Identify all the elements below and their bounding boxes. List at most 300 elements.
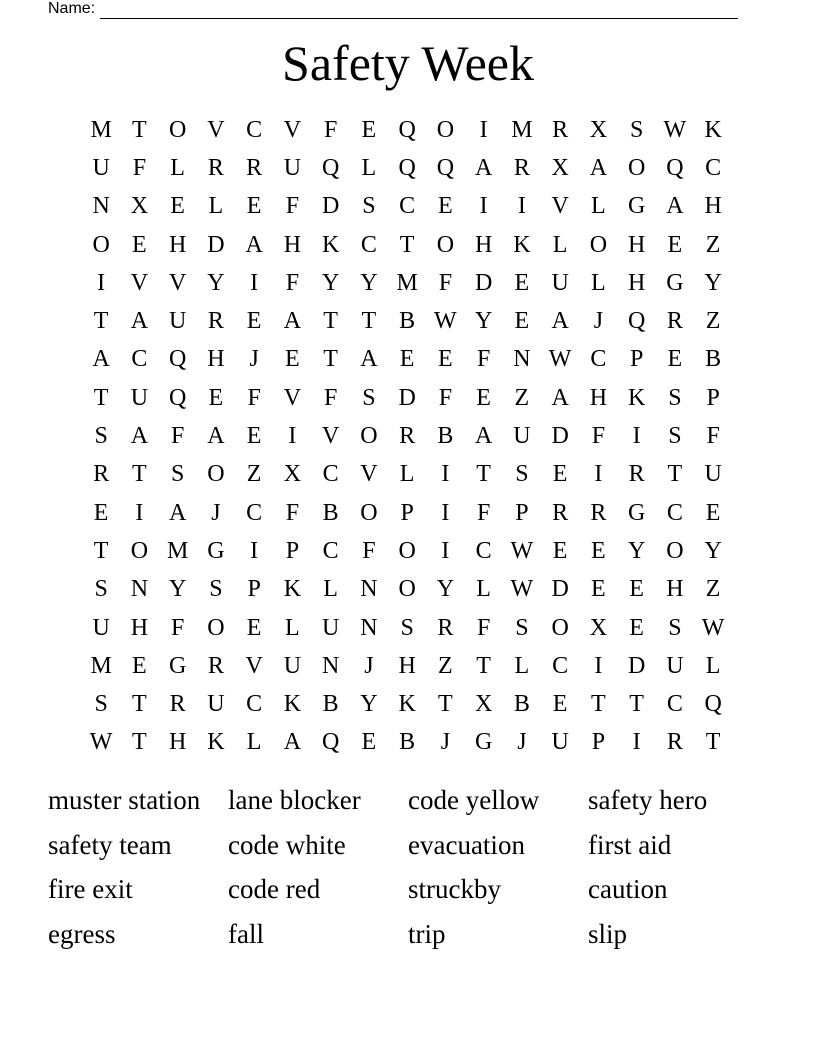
grid-letter: U [704, 461, 722, 488]
grid-letter: G [627, 499, 646, 526]
grid-letter: B [513, 691, 530, 718]
grid-letter: U [321, 614, 340, 641]
grid-letter: R [169, 691, 186, 718]
grid-letter: E [132, 231, 147, 258]
grid-letter: T [93, 384, 109, 411]
word-list-item: evacuation [408, 829, 525, 860]
grid-letter: N [130, 576, 149, 603]
grid-letter: Q [627, 308, 646, 335]
grid-letter: Y [360, 691, 378, 718]
grid-letter: I [441, 499, 450, 526]
grid-letter: S [362, 193, 376, 220]
grid-letter: S [94, 423, 108, 450]
grid-letter: T [705, 729, 721, 756]
grid-letter: Q [398, 116, 416, 143]
grid-letter: K [207, 729, 225, 756]
grid-letter: R [399, 423, 416, 450]
grid-letter: R [207, 308, 224, 335]
grid-letter: Z [438, 652, 453, 679]
grid-letter: H [627, 269, 646, 296]
grid-letter: S [94, 691, 108, 718]
grid-letter: P [629, 346, 644, 373]
grid-letter: L [591, 193, 606, 220]
grid-letter: V [551, 193, 569, 220]
grid-letter: D [551, 576, 569, 603]
grid-letter: F [323, 384, 338, 411]
grid-letter: U [130, 384, 149, 411]
grid-letter: D [551, 423, 569, 450]
grid-letter: W [510, 537, 534, 564]
grid-letter: A [666, 193, 684, 220]
grid-letter: P [285, 537, 300, 564]
grid-letter: H [130, 614, 149, 641]
grid-letter: E [438, 346, 453, 373]
grid-letter: I [97, 269, 106, 296]
grid-letter: C [399, 193, 416, 220]
grid-letter: F [591, 423, 606, 450]
grid-letter: Q [398, 154, 416, 181]
grid-letter: Y [207, 269, 225, 296]
grid-letter: B [399, 308, 416, 335]
grid-letter: V [360, 461, 378, 488]
grid-letter: F [170, 423, 185, 450]
name-label: Name: [48, 0, 96, 17]
grid-letter: E [552, 537, 568, 564]
grid-letter: V [283, 116, 302, 143]
grid-letter: R [437, 614, 454, 641]
word-list [48, 778, 768, 956]
grid-letter: U [283, 652, 302, 679]
grid-letter: O [92, 231, 110, 258]
grid-letter: L [246, 729, 262, 756]
grid-letter: A [245, 231, 263, 258]
grid-letter: T [591, 691, 606, 718]
grid-letter: T [132, 729, 147, 756]
grid-letter: W [89, 729, 113, 756]
grid-letter: X [283, 461, 302, 488]
grid-letter: Q [436, 154, 455, 181]
grid-letter: G [207, 537, 225, 564]
grid-letter: O [666, 537, 684, 564]
grid-letter: K [704, 116, 722, 143]
grid-letter: C [246, 116, 263, 143]
grid-letter: C [475, 537, 492, 564]
grid-letter: I [632, 423, 641, 450]
grid-letter: I [250, 269, 259, 296]
grid-letter: F [323, 116, 338, 143]
grid-letter: K [398, 691, 416, 718]
grid-letter: A [283, 729, 302, 756]
grid-letter: I [632, 729, 641, 756]
grid-letter: V [130, 269, 149, 296]
grid-letter: R [628, 461, 645, 488]
grid-letter: L [514, 652, 530, 679]
grid-letter: I [288, 423, 297, 450]
grid-letter: X [589, 614, 608, 641]
grid-letter: E [552, 691, 568, 718]
grid-letter: W [510, 576, 534, 603]
grid-letter: L [476, 576, 491, 603]
grid-letter: G [474, 729, 493, 756]
grid-letter: K [513, 231, 531, 258]
grid-letter: E [514, 308, 530, 335]
grid-letter: O [551, 614, 569, 641]
grid-letter: E [246, 308, 262, 335]
grid-letter: E [438, 193, 453, 220]
grid-letter: O [360, 423, 378, 450]
name-field [48, 0, 738, 19]
grid-letter: W [434, 308, 457, 335]
grid-letter: J [517, 729, 527, 756]
grid-letter: T [438, 691, 453, 718]
grid-letter: F [476, 614, 491, 641]
grid-letter: G [168, 652, 187, 679]
grid-letter: A [474, 423, 493, 450]
grid-letter: P [591, 729, 606, 756]
grid-letter: S [668, 384, 682, 411]
grid-letter: F [285, 269, 300, 296]
grid-letter: E [629, 614, 644, 641]
grid-letter: C [552, 652, 569, 679]
grid-letter: E [361, 116, 377, 143]
grid-letter: E [246, 614, 262, 641]
grid-letter: Q [666, 154, 684, 181]
grid-letter: T [476, 652, 491, 679]
grid-letter: R [246, 154, 263, 181]
grid-letter: O [398, 537, 416, 564]
grid-letter: B [705, 346, 722, 373]
grid-letter: R [207, 652, 224, 679]
grid-letter: N [92, 193, 110, 220]
word-list-item: lane blocker [228, 785, 361, 815]
grid-letter: V [168, 269, 187, 296]
grid-letter: F [170, 614, 185, 641]
word-list-item: safety hero [588, 785, 708, 815]
grid-letter: K [627, 384, 646, 411]
grid-letter: P [706, 384, 720, 411]
grid-letter: R [207, 154, 224, 181]
grid-letter: H [474, 231, 493, 258]
grid-letter: E [170, 193, 185, 220]
grid-letter: V [283, 384, 302, 411]
grid-letter: P [400, 499, 414, 526]
grid-letter: D [627, 652, 646, 679]
grid-letter: C [131, 346, 148, 373]
grid-letter: O [360, 499, 378, 526]
grid-letter: R [513, 154, 530, 181]
grid-letter: I [135, 499, 144, 526]
grid-letter: A [168, 499, 187, 526]
grid-letter: K [283, 576, 302, 603]
grid-letter: Q [168, 346, 187, 373]
grid-letter: F [438, 384, 453, 411]
grid-letter: R [552, 499, 569, 526]
grid-letter: P [515, 499, 529, 526]
grid-letter: S [362, 384, 376, 411]
grid-letter: P [247, 576, 261, 603]
grid-letter: F [476, 499, 491, 526]
word-list-item: fire exit [48, 874, 133, 904]
grid-letter: Y [627, 537, 646, 564]
grid-letter: L [323, 576, 338, 603]
grid-letter: A [551, 384, 569, 411]
grid-letter: N [321, 652, 340, 679]
grid-letter: W [663, 116, 687, 143]
grid-letter: I [479, 116, 488, 143]
grid-letter: O [589, 231, 608, 258]
grid-letter: H [398, 652, 416, 679]
word-list-item: first aid [588, 829, 672, 860]
grid-letter: X [130, 193, 149, 220]
word-list-item: egress [48, 918, 116, 949]
grid-letter: Y [704, 537, 722, 564]
grid-letter: R [552, 116, 569, 143]
grid-letter: T [132, 691, 147, 718]
grid-letter: T [132, 116, 147, 143]
grid-letter: U [92, 154, 110, 181]
grid-letter: D [474, 269, 493, 296]
grid-letter: T [132, 461, 147, 488]
grid-letter: Z [246, 461, 262, 488]
grid-letter: S [170, 461, 185, 488]
grid-letter: M [90, 116, 112, 143]
grid-letter: E [399, 346, 415, 373]
word-list-item: code red [228, 874, 321, 904]
grid-letter: I [441, 537, 450, 564]
grid-letter: A [207, 423, 225, 450]
grid-letter: H [666, 576, 684, 603]
grid-letter: J [440, 729, 451, 756]
grid-letter: A [551, 308, 569, 335]
grid-letter: L [170, 154, 185, 181]
grid-letter: C [360, 231, 377, 258]
grid-letter: I [594, 652, 603, 679]
grid-letter: V [207, 116, 225, 143]
grid-letter: U [92, 614, 110, 641]
grid-letter: T [93, 308, 109, 335]
grid-letter: M [396, 269, 418, 296]
grid-letter: E [208, 384, 224, 411]
grid-letter: Q [321, 729, 340, 756]
grid-letter: X [589, 116, 608, 143]
grid-letter: L [361, 154, 377, 181]
grid-letter: Y [436, 576, 455, 603]
grid-letter: O [436, 116, 455, 143]
grid-letter: O [130, 537, 149, 564]
grid-letter: T [476, 461, 491, 488]
page-title: Safety Week [282, 35, 534, 91]
grid-letter: F [438, 269, 453, 296]
grid-letter: R [93, 461, 110, 488]
grid-letter: Y [360, 269, 378, 296]
grid-letter: T [93, 537, 109, 564]
grid-letter: N [360, 576, 378, 603]
grid-letter: E [132, 652, 147, 679]
grid-letter: Z [705, 576, 721, 603]
grid-letter: G [666, 269, 684, 296]
grid-letter: Q [321, 154, 340, 181]
grid-letter: Y [321, 269, 340, 296]
grid-letter: N [360, 614, 378, 641]
grid-letter: Z [705, 308, 721, 335]
grid-letter: T [399, 231, 415, 258]
grid-letter: J [593, 308, 604, 335]
grid-letter: O [436, 231, 455, 258]
grid-letter: L [399, 461, 415, 488]
grid-letter: N [513, 346, 531, 373]
grid-letter: S [400, 614, 414, 641]
grid-letter: W [701, 614, 725, 641]
word-list-item: fall [228, 918, 264, 949]
grid-letter: U [283, 154, 302, 181]
grid-letter: R [666, 308, 683, 335]
grid-letter: D [398, 384, 416, 411]
grid-letter: O [207, 614, 225, 641]
grid-letter: L [591, 269, 606, 296]
grid-letter: D [207, 231, 225, 258]
grid-letter: F [247, 384, 261, 411]
grid-letter: O [168, 116, 187, 143]
grid-letter: A [474, 154, 493, 181]
grid-letter: G [627, 193, 646, 220]
grid-letter: T [323, 346, 338, 373]
grid-letter: S [629, 116, 644, 143]
grid-letter: S [668, 614, 682, 641]
grid-letter: U [666, 652, 684, 679]
grid-letter: C [246, 499, 263, 526]
grid-letter: E [629, 576, 644, 603]
grid-letter: H [168, 231, 187, 258]
grid-letter: B [322, 499, 339, 526]
grid-letter: V [321, 423, 340, 450]
grid-letter: Q [704, 691, 722, 718]
grid-letter: B [399, 729, 416, 756]
grid-letter: E [591, 576, 606, 603]
grid-letter: O [398, 576, 416, 603]
grid-letter: Z [514, 384, 530, 411]
grid-letter: T [361, 308, 377, 335]
grid-letter: W [548, 346, 572, 373]
grid-letter: M [166, 537, 189, 564]
grid-letter: J [364, 652, 374, 679]
grid-letter: S [94, 576, 108, 603]
word-list-item: code white [228, 829, 346, 860]
word-list-item: struckby [408, 874, 501, 904]
grid-letter: F [132, 154, 147, 181]
grid-letter: S [668, 423, 682, 450]
grid-letter: C [322, 537, 339, 564]
grid-letter: H [627, 231, 646, 258]
grid-letter: E [705, 499, 721, 526]
grid-letter: U [168, 308, 187, 335]
grid-letter: L [208, 193, 224, 220]
word-list-item: code yellow [408, 785, 540, 815]
grid-letter: L [705, 652, 721, 679]
grid-letter: M [90, 652, 112, 679]
grid-letter: Y [474, 308, 493, 335]
grid-letter: R [590, 499, 607, 526]
grid-letter: C [590, 346, 607, 373]
grid-letter: I [250, 537, 259, 564]
grid-letter: E [667, 346, 683, 373]
grid-letter: C [322, 461, 339, 488]
grid-letter: S [515, 614, 529, 641]
grid-letter: I [479, 193, 488, 220]
grid-letter: E [246, 423, 262, 450]
grid-letter: X [474, 691, 493, 718]
grid-letter: D [321, 193, 340, 220]
grid-letter: C [246, 691, 263, 718]
grid-letter: I [594, 461, 603, 488]
grid-letter: O [207, 461, 225, 488]
grid-letter: Z [705, 231, 721, 258]
grid-letter: L [285, 614, 300, 641]
grid-letter: F [362, 537, 376, 564]
grid-letter: A [130, 308, 149, 335]
grid-letter: E [667, 231, 683, 258]
grid-letter: M [511, 116, 533, 143]
grid-letter: H [207, 346, 225, 373]
grid-letter: A [92, 346, 110, 373]
word-list-item: caution [588, 874, 668, 904]
grid-letter: F [285, 499, 300, 526]
grid-letter: U [551, 729, 569, 756]
grid-letter: E [552, 461, 568, 488]
grid-letter: I [517, 193, 526, 220]
grid-letter: F [476, 346, 491, 373]
grid-letter: E [246, 193, 262, 220]
grid-letter: E [514, 269, 530, 296]
grid-letter: E [591, 537, 606, 564]
grid-letter: Q [168, 384, 187, 411]
grid-letter: S [209, 576, 223, 603]
letter-grid [82, 111, 732, 762]
grid-letter: X [551, 154, 569, 181]
grid-letter: R [666, 729, 683, 756]
grid-letter: T [323, 308, 338, 335]
grid-letter: T [667, 461, 683, 488]
word-list-item: slip [588, 918, 628, 949]
word-list-item: safety team [48, 829, 172, 860]
grid-letter: L [552, 231, 568, 258]
grid-letter: S [515, 461, 529, 488]
grid-letter: U [513, 423, 531, 450]
grid-letter: U [207, 691, 225, 718]
grid-letter: C [705, 154, 722, 181]
grid-letter: T [629, 691, 644, 718]
grid-letter: F [285, 193, 300, 220]
grid-letter: B [437, 423, 454, 450]
grid-letter: E [476, 384, 491, 411]
grid-letter: Y [704, 269, 722, 296]
grid-letter: V [245, 652, 263, 679]
grid-letter: C [666, 691, 683, 718]
grid-letter: A [589, 154, 608, 181]
grid-letter: O [627, 154, 646, 181]
grid-letter: H [589, 384, 608, 411]
grid-letter: B [322, 691, 339, 718]
grid-letter: A [360, 346, 378, 373]
grid-letter: U [551, 269, 569, 296]
grid-letter: J [249, 346, 259, 373]
grid-letter: H [704, 193, 722, 220]
name-underline [100, 3, 738, 19]
grid-letter: H [168, 729, 187, 756]
grid-letter: A [283, 308, 302, 335]
grid-letter: I [441, 461, 450, 488]
grid-letter: F [706, 423, 720, 450]
grid-letter: H [283, 231, 302, 258]
